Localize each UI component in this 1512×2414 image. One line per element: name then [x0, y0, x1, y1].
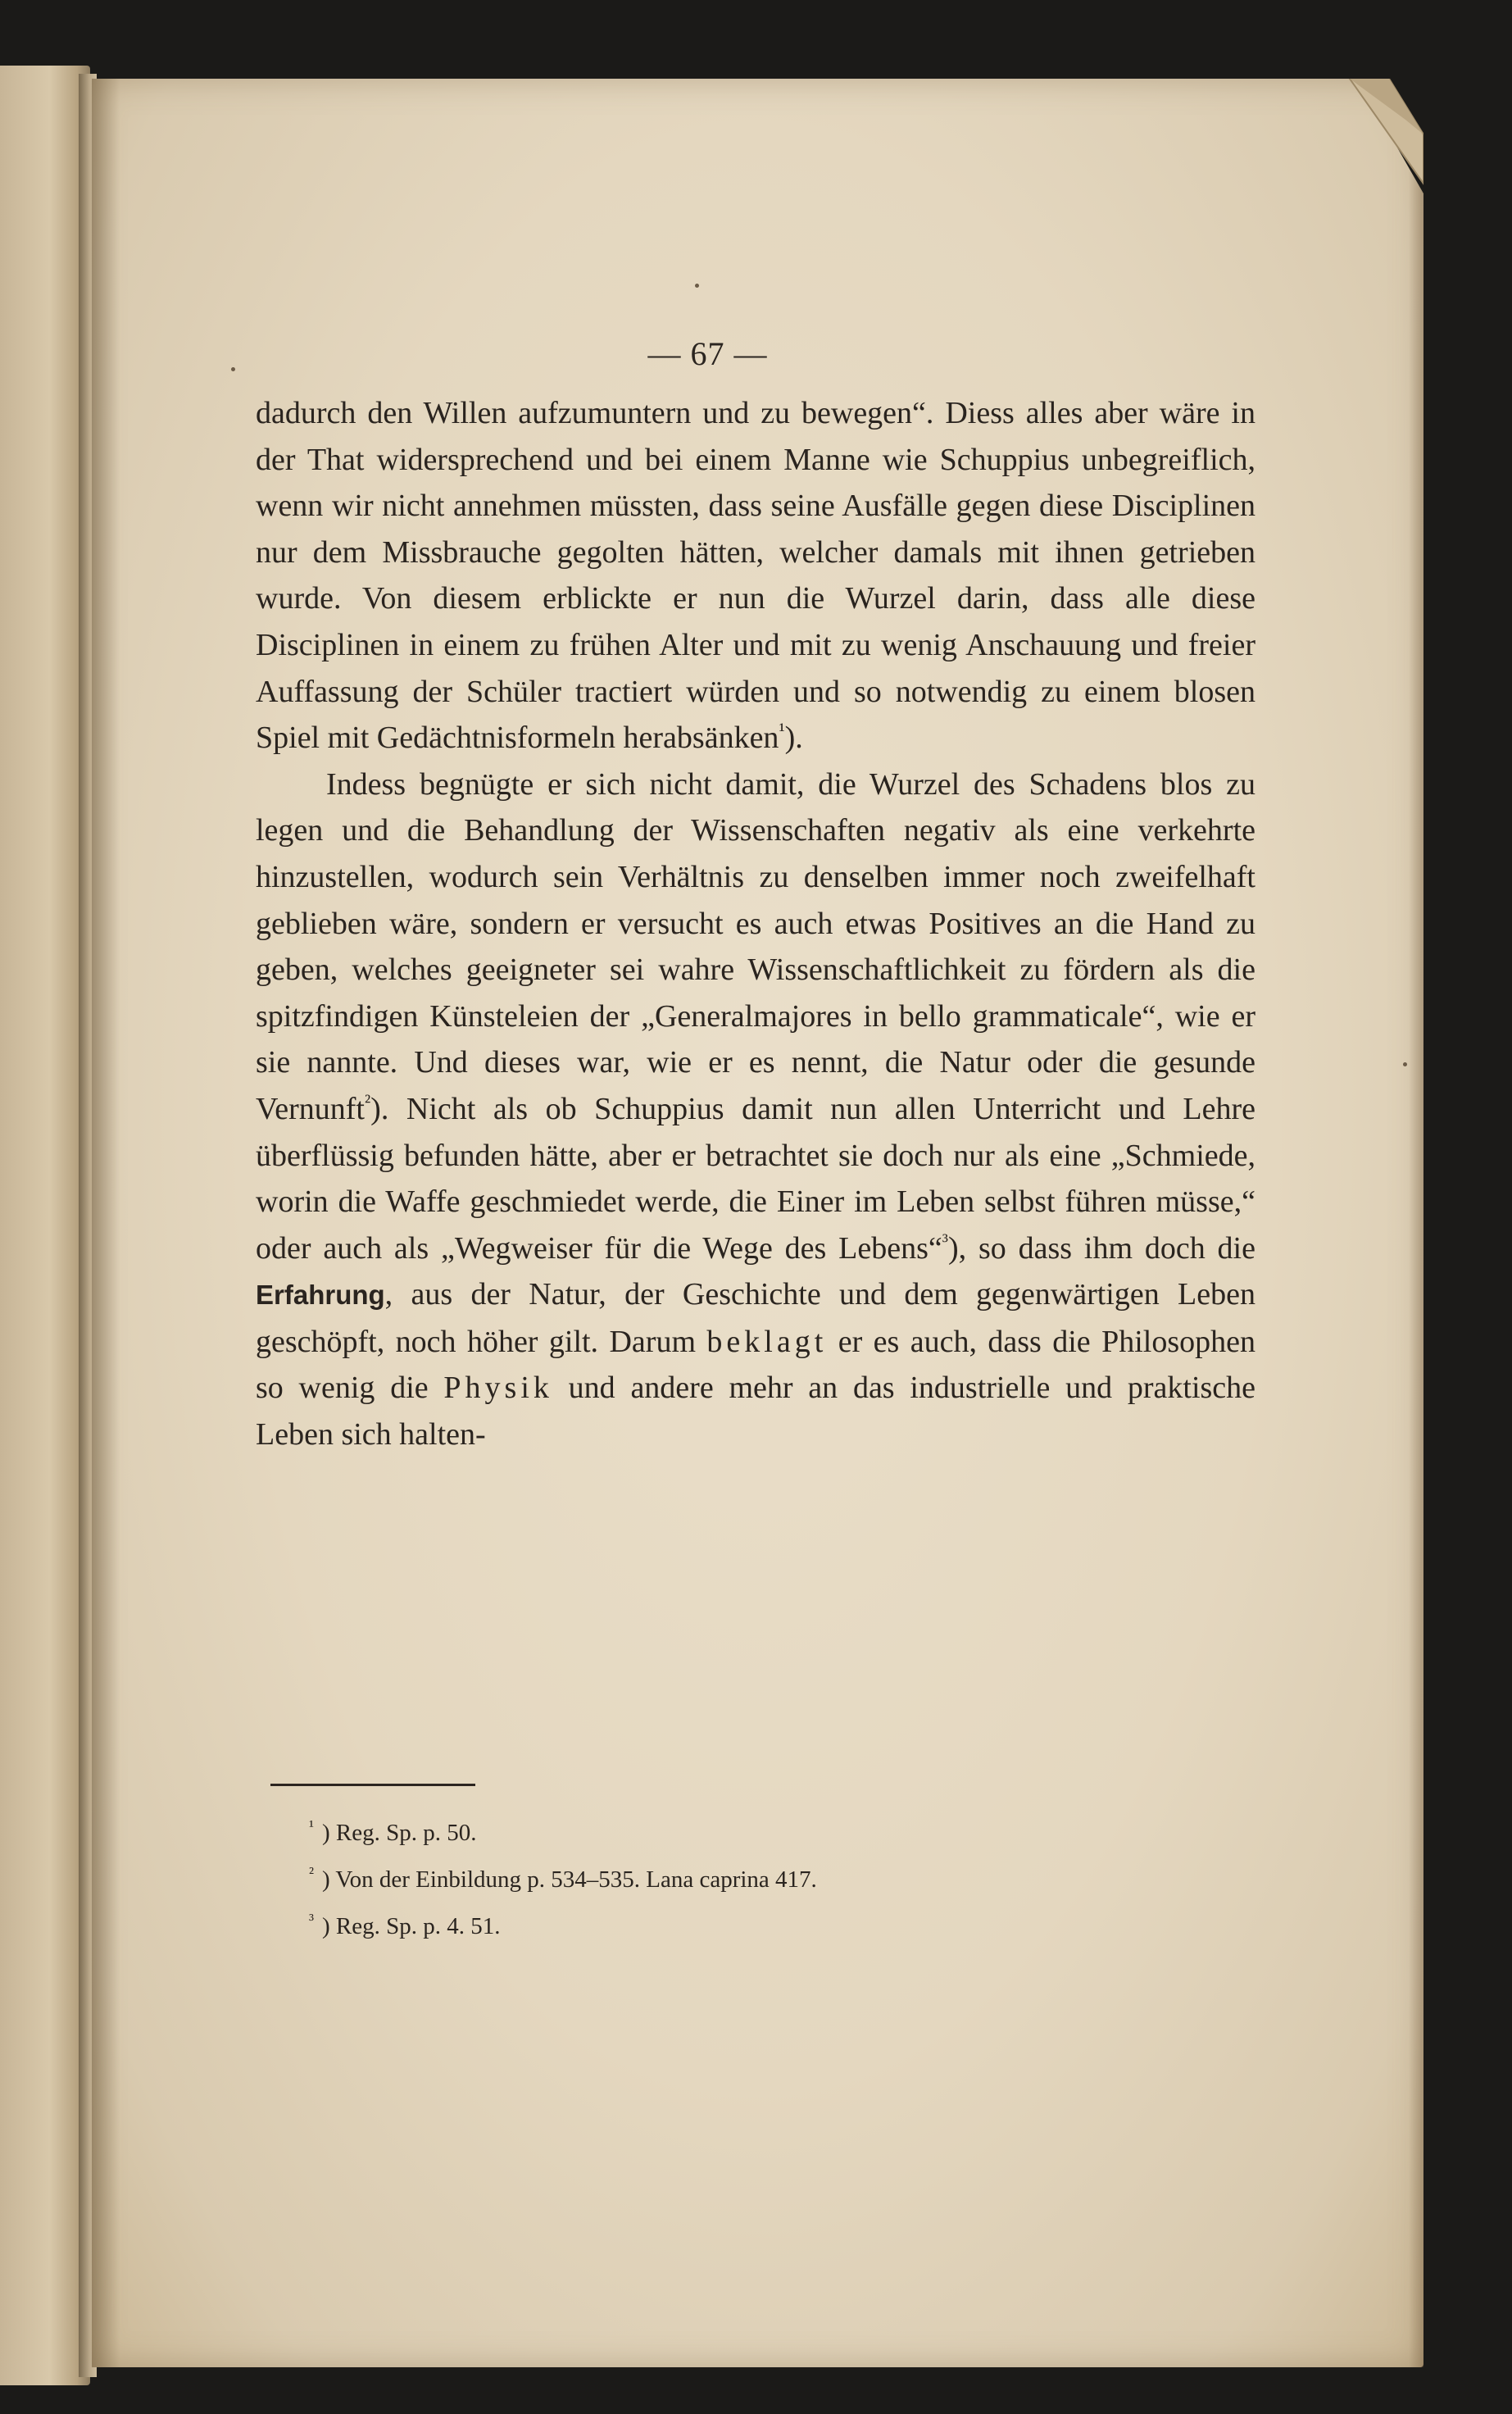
footnote-text: ) Von der Einbildung p. 534–535. Lana caprina 417.	[322, 1866, 817, 1893]
p2-text-1: Indess begnügte er sich nicht damit, die Wurzel des Schadens blos zu legen und die Behandlung der Wissenschaften negativ als eine verkehrte hinzustellen, wodurch sein Verhältnis zu denselben immer noch zweifelhaft geblieben wäre, sondern er versucht es auch etwas Positives an die Hand zu geben, welches geeigneter sei wahre Wissenschaftlichkeit zu fördern als die spitzfindigen Künsteleien der „Generalmajores in bello grammaticale“, wie er sie nannte. Und dieses war, wie er es nennt, die Natur oder die gesunde Vernunft	[256, 766, 1255, 1126]
footnote-number: ³	[309, 1911, 314, 1930]
paper-speck	[231, 367, 235, 371]
p2-text-6: und andere mehr an das industrielle und praktische Leben sich halten-	[256, 1371, 1256, 1452]
emphasis-physik: Physik	[443, 1371, 553, 1406]
footnote-number: ²	[309, 1864, 314, 1883]
p2-text-3: ), so dass ihm doch die	[947, 1230, 1255, 1266]
emphasis-beklagt: beklagt	[706, 1324, 828, 1359]
p2-text-4: , aus der Natur, der Geschichte und dem gegenwärtigen Leben geschöpft, noch höher gilt. Darum	[256, 1277, 1255, 1359]
footnote-1	[309, 1810, 1210, 1857]
p1-text-1: dadurch den Willen aufzumuntern und zu bewegen“. Diess alles aber wäre in der That widersprechend und bei einem Manne wie Schuppius unbegreiflich, wenn wir nicht annehmen müssten, dass seine Ausfälle gegen diese Disciplinen nur dem Missbrauche gegolten hätten, welcher damals mit ihnen getrieben wurde. Von diesem erblickte er nun die Wurzel darin, dass alle diese Disciplinen in einem zu frühen Alter und mit zu wenig Anschauung und freier Auffassung der Schüler tractiert würden und so notwendig zu einem blosen Spiel mit Gedächtnisformeln herabsänken	[256, 396, 1255, 756]
footnote-text: ) Reg. Sp. p. 4. 51.	[322, 1913, 501, 1939]
paper-speck	[1403, 1062, 1407, 1066]
dog-ear-corner	[1301, 79, 1423, 193]
emphasis-erfahrung: Erfahrung	[256, 1280, 385, 1311]
page-edge-shadow	[1409, 79, 1423, 2367]
left-page-edge	[0, 66, 90, 2385]
footnote-ref-3[interactable]: ³	[942, 1230, 948, 1252]
footnote-number: ¹	[309, 1817, 314, 1836]
paper-speck	[695, 284, 699, 288]
footnotes	[309, 1810, 1210, 1950]
spine-shadow	[92, 79, 120, 2367]
p2-text-5: er es auch, dass die Philosophen so wenig die	[256, 1324, 1255, 1406]
footnote-text: ) Reg. Sp. p. 50.	[322, 1820, 477, 1846]
book-page	[92, 79, 1423, 2367]
p1-text-2: ).	[784, 721, 803, 756]
footnote-2	[309, 1857, 1210, 1903]
footnote-rule	[270, 1784, 475, 1786]
footnote-3	[309, 1903, 1210, 1950]
footnote-ref-1[interactable]: ¹	[779, 720, 785, 742]
paragraph-2	[256, 761, 1255, 1458]
footnote-ref-2[interactable]: ²	[364, 1091, 371, 1113]
p2-text-2: ). Nicht als ob Schuppius damit nun allen Unterricht und Lehre überflüssig befunden hätte, aber er betrachtet sie doch nur als eine „Schmiede, worin die Waffe geschmiedet werde, die Einer im Leben selbst führen müsse,“ oder auch als „Wegweiser für die Wege des Lebens“	[256, 1091, 1255, 1266]
body-text	[256, 390, 1255, 1458]
paragraph-1	[256, 390, 1255, 761]
page-number: — 67 —	[647, 335, 768, 372]
